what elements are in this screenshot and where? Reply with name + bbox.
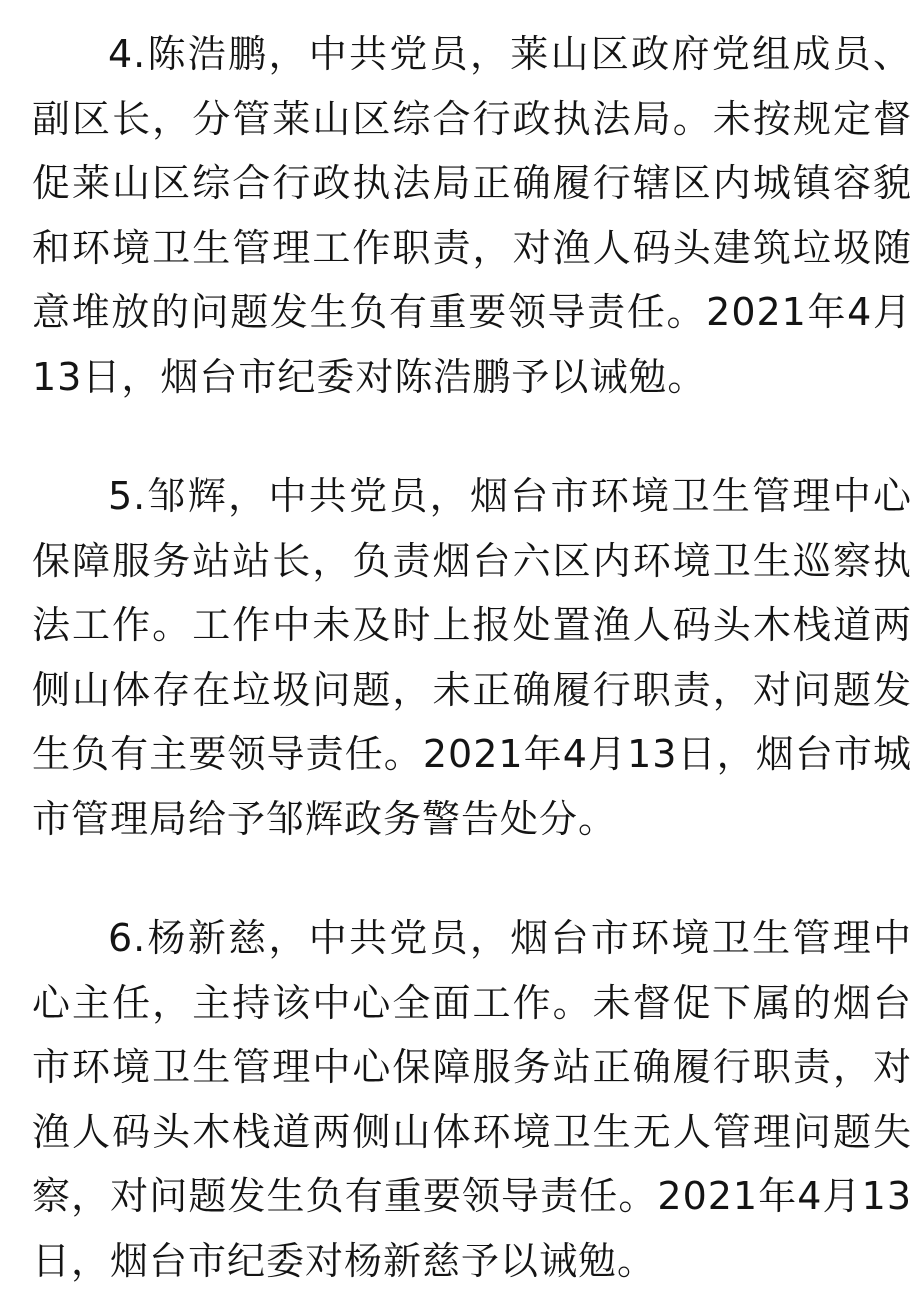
article-body	[32, 22, 912, 1293]
paragraph-item-6: 6.杨新慈，中共党员，烟台市环境卫生管理中心主任，主持该中心全面工作。未督促下属的烟台市环境卫生管理中心保障服务站正确履行职责，对渔人码头木栈道两侧山体环境卫生无人管理问题失察，对问题发生负有重要领导责任。2021年4月13日，烟台市纪委对杨新慈予以诫勉。	[32, 916, 912, 1283]
paragraph-item-5: 5.邹辉，中共党员，烟台市环境卫生管理中心保障服务站站长，负责烟台六区内环境卫生巡察执法工作。工作中未及时上报处置渔人码头木栈道两侧山体存在垃圾问题，未正确履行职责，对问题发生负有主要领导责任。2021年4月13日，烟台市城市管理局给予邹辉政务警告处分。	[32, 474, 912, 841]
paragraph-item-4: 4.陈浩鹏，中共党员，莱山区政府党组成员、副区长，分管莱山区综合行政执法局。未按规定督促莱山区综合行政执法局正确履行辖区内城镇容貌和环境卫生管理工作职责，对渔人码头建筑垃圾随意堆放的问题发生负有重要领导责任。2021年4月13日，烟台市纪委对陈浩鹏予以诫勉。	[32, 32, 912, 399]
